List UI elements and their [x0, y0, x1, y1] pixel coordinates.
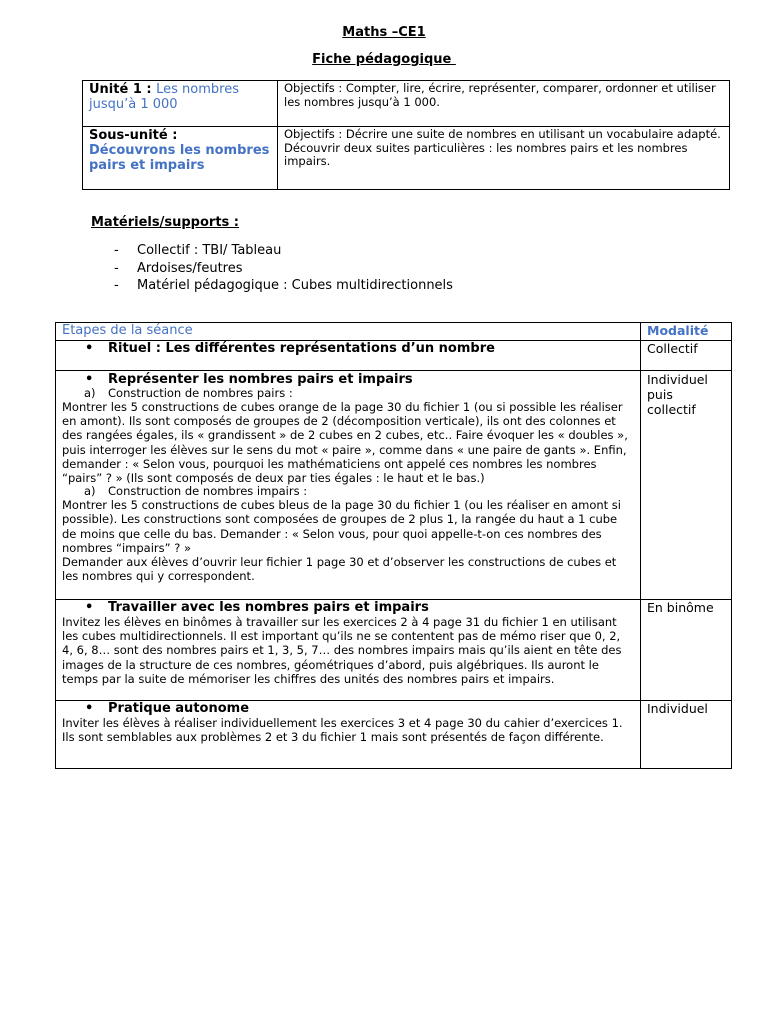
subunit-row — [83, 127, 730, 190]
material-item-label: Collectif : TBI/ Tableau — [137, 243, 282, 258]
step-text: Inviter les élèves à réaliser individuellement les exercices 3 et 4 page 30 du cahier d’exercices 1. Ils sont semblables aux problèmes 2 et 3 du fichier 1 mais sont présentés de façon différente. — [62, 716, 623, 745]
step-title: • Représenter les nombres pairs et impairs — [85, 372, 413, 387]
list-item: - Collectif : TBI/ Tableau — [114, 243, 282, 258]
step-cell — [56, 371, 641, 600]
unit-row — [83, 81, 730, 127]
unit-objectives: Objectifs : Compter, lire, écrire, représenter, comparer, ordonner et utiliser les nombres jusqu’à 1 000. — [278, 81, 730, 127]
unit-cell — [83, 81, 278, 127]
unit-name: Les nombres jusqu’à 1 000 — [89, 82, 239, 112]
table-row — [56, 600, 732, 701]
subunit-name: Découvrons les nombres pairs et impairs — [89, 143, 270, 173]
step-text: Montrer les 5 constructions de cubes orange de la page 30 du fichier 1 (ou si possible les réaliser en amont). Ils sont composés de groupes de 2 (décomposition verticale), ils ont des colonnes et des rangées égales, ils « grandissent » de 2 cubes en 2 cubes, etc.. Faire évoquer les « doubles », puis interroger les élèves sur le sens du mot « paire », comme dans « une paire de gants ». Enfin, demander : « Selon vous, pourquoi les mathématiciens ont appelé ces nombres les nombres “pairs” ? » (Ils sont composés de deux par ties égales : le haut et le bas.) — [62, 400, 628, 486]
materials-title: Matériels/supports : — [91, 215, 239, 230]
document-subtitle: Fiche pédagogique — [312, 52, 456, 67]
step-title: • Travailler avec les nombres pairs et impairs — [85, 600, 429, 615]
document-title: Maths –CE1 — [342, 25, 426, 40]
list-item: - Matériel pédagogique : Cubes multidirectionnels — [114, 278, 453, 293]
step-text: Montrer les 5 constructions de cubes bleus de la page 30 du fichier 1 (ou les réaliser en amont si possible). Les constructions sont composées de groupes de 2 plus 1, la rangée du haut a 1 cube de moins que celle du bas. Demander : « Selon vous, pour quoi appelle-t-on ces nombres des nombres “impairs” ? » — [62, 498, 621, 555]
step-modality: Collectif — [641, 341, 732, 371]
step-title: • Pratique autonome — [85, 701, 250, 716]
unit-table — [82, 80, 730, 190]
step-cell — [56, 341, 641, 371]
header-steps: Etapes de la séance — [56, 323, 641, 341]
step-cell — [56, 600, 641, 701]
material-item-label: Ardoises/feutres — [137, 260, 243, 276]
header-modality: Modalité — [641, 323, 732, 341]
table-row — [56, 371, 732, 600]
subunit-label: Sous-unité : — [89, 128, 178, 143]
list-item: - Ardoises/feutres — [114, 260, 243, 276]
subunit-objectives: Objectifs : Décrire une suite de nombres en utilisant un vocabulaire adapté. Découvrir deux suites particulières : les nombres pairs et les nombres impairs. — [278, 127, 730, 190]
step-subheading: a) Construction de nombres impairs : — [84, 484, 308, 499]
step-text: Demander aux élèves d’ouvrir leur fichier 1 page 30 et d’observer les constructions de cubes et les nombres qui y correspondent. — [62, 555, 617, 584]
step-title: • Rituel : Les différentes représentations d’un nombre — [85, 341, 495, 356]
step-modality: Individuel puis collectif — [641, 371, 732, 600]
step-text: Invitez les élèves en binômes à travailler sur les exercices 2 à 4 page 31 du fichier 1 en utilisant les cubes multidirectionnels. Il est important qu’ils ne se contentent pas de mémo riser que 0, 2, 4, 6, 8… sont des nombres pairs et 1, 3, 5, 7… des nombres impairs mais qu’ils aient en tête des images de la structure de ces nombres, géométriques d’abord, puis algébriques. Ils auront le temps par la suite de mémoriser les chiffres des unités des nombres pairs et impairs. — [62, 615, 622, 686]
table-row — [56, 341, 732, 371]
step-subheading: a) Construction de nombres pairs : — [84, 386, 293, 400]
subunit-cell — [83, 127, 278, 190]
step-modality: En binôme — [641, 600, 732, 701]
materials-list — [112, 242, 453, 295]
steps-table — [55, 322, 732, 769]
table-row — [56, 701, 732, 769]
step-modality: Individuel — [641, 701, 732, 769]
table-header-row — [56, 323, 732, 341]
step-cell — [56, 701, 641, 769]
unit-label: Unité 1 : — [89, 82, 157, 97]
material-item-label: Matériel pédagogique : Cubes multidirectionnels — [137, 278, 453, 293]
